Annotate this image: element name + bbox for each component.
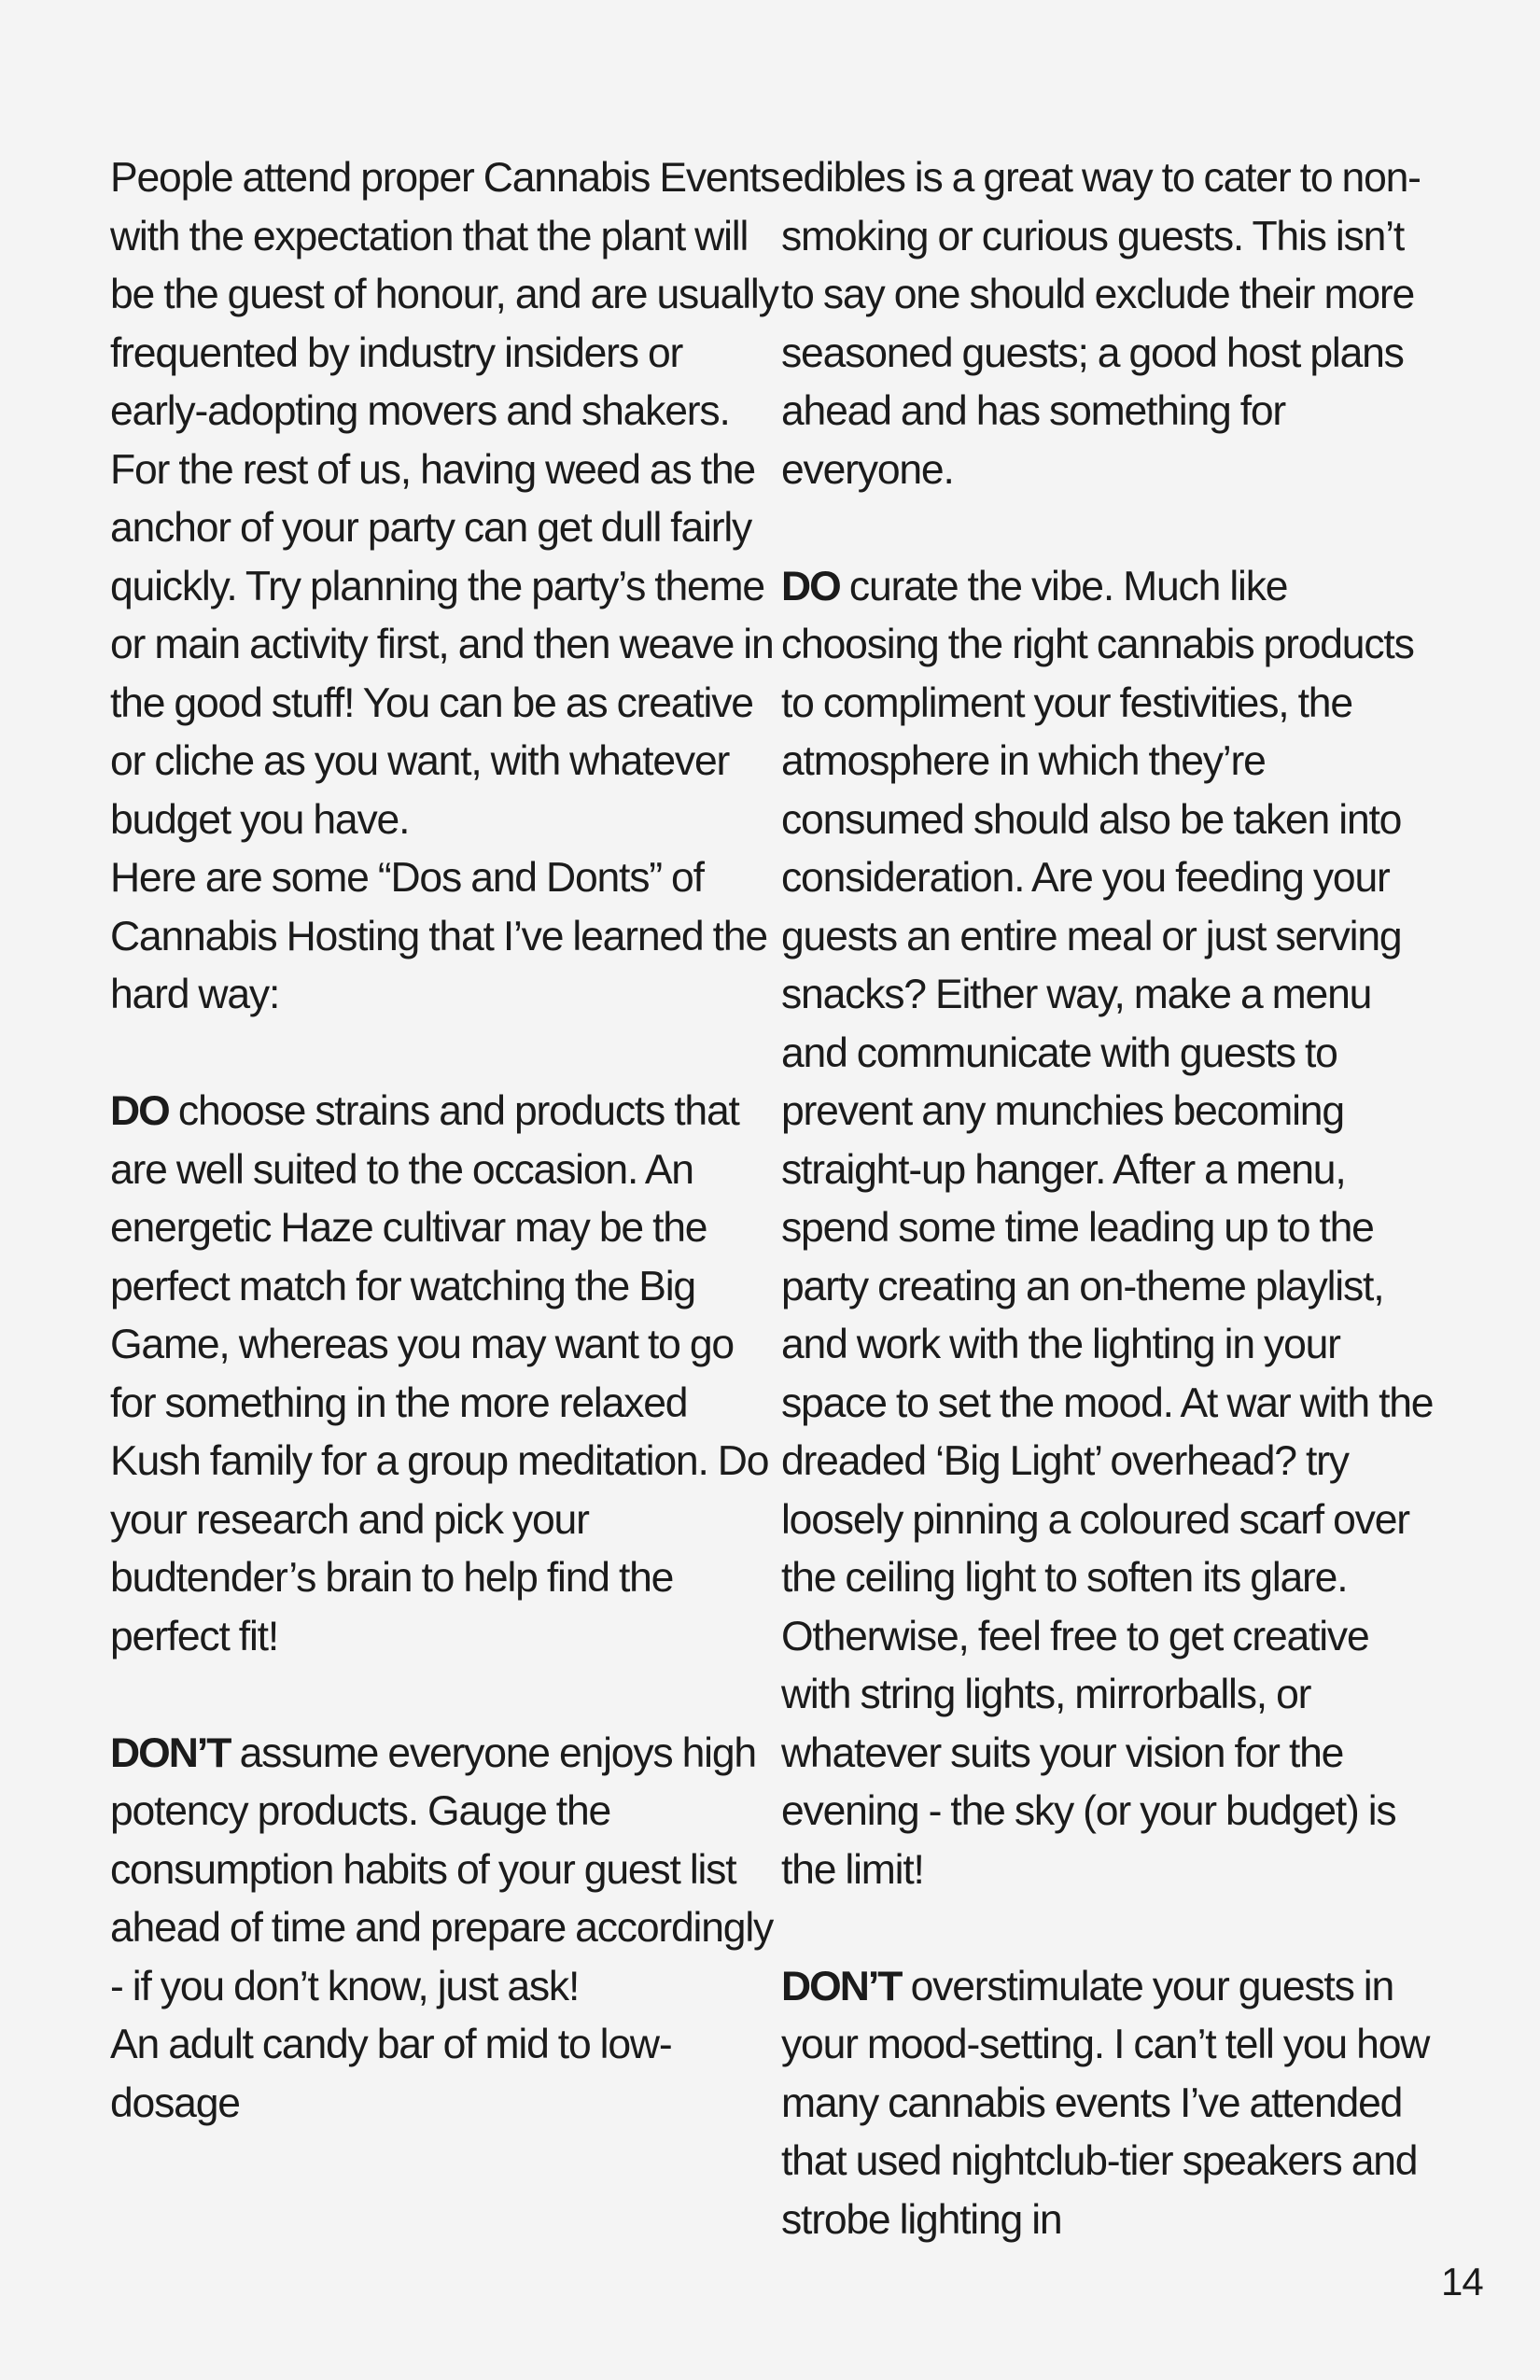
paragraph-spacer	[781, 499, 1444, 558]
tip-body: choose strains and products that are well suited to the occasion. An energetic Haze cultivar may be the perfect match for watching the Big Game, whereas you may want to go for something in the more relaxed Kush family for a group meditation. Do your research and pick your budtender’s brain to help find the perfect fit!	[110, 1088, 769, 1659]
tip-lead-do: DO	[781, 563, 840, 609]
dos-and-donts-intro: Here are some “Dos and Donts” of Cannabis Hosting that I’ve learned the hard way:	[110, 855, 767, 1017]
tip-do-strains	[110, 1083, 782, 1666]
tip-body: overstimulate your guests in your mood-setting. I can’t tell you how many cannabis events I’ve attended that used nightclub-tier speakers and strobe lighting in	[781, 1963, 1430, 2243]
tip-dont-overstimulate	[781, 1958, 1444, 2250]
tip-body: assume everyone enjoys high potency products. Gauge the consumption habits of your guest list ahead of time and prepare accordingly - if you don’t know, just ask!	[110, 1729, 774, 2009]
continued-paragraph: edibles is a great way to cater to non-smoking or curious guests. This isn’t to say one should exclude their more seasoned guests; a good host plans ahead and has something for everyone.	[781, 155, 1421, 493]
left-column	[110, 149, 782, 2133]
tip-lead-dont: DON’T	[781, 1963, 902, 2009]
tip-lead-do: DO	[110, 1088, 169, 1134]
candy-bar-paragraph: An adult candy bar of mid to low-dosage	[110, 2022, 672, 2126]
intro-paragraph: People attend proper Cannabis Events with the expectation that the plant will be the guest of honour, and are usually frequented by industry insiders or early-adopting movers and shakers. For the rest of us, having weed as the anchor of your party can get dull fairly quickly. Try planning the party’s theme or main activity first, and then weave in the good stuff! You can be as creative or cliche as you want, with whatever budget you have.	[110, 155, 780, 843]
tip-body: curate the vibe. Much like choosing the right cannabis products to compliment your festivities, the atmosphere in which they’re consumed should also be taken into consideration. Are you feeding your guests an entire meal or just serving snacks? Either way, make a menu and communicate with guests to prevent any munchies becoming straight-up hanger. After a menu, spend some time leading up to the party creating an on-theme playlist, and work with the lighting in your space to set the mood. At war with the dreaded ‘Big Light’ overhead? try loosely pinning a coloured scarf over the ceiling light to soften its glare. Otherwise, feel free to get creative with string lights, mirrorballs, or whatever suits your vision for the evening - the sky (or your budget) is the limit!	[781, 563, 1434, 1893]
paragraph-spacer	[781, 1899, 1444, 1958]
page-number: 14	[1441, 2260, 1483, 2303]
tip-do-vibe	[781, 558, 1444, 1900]
tip-lead-dont: DON’T	[110, 1729, 231, 1776]
paragraph-spacer	[110, 1025, 782, 1084]
tip-dont-potency	[110, 1725, 782, 2017]
right-column	[781, 149, 1444, 2249]
paragraph-spacer	[110, 1666, 782, 1725]
